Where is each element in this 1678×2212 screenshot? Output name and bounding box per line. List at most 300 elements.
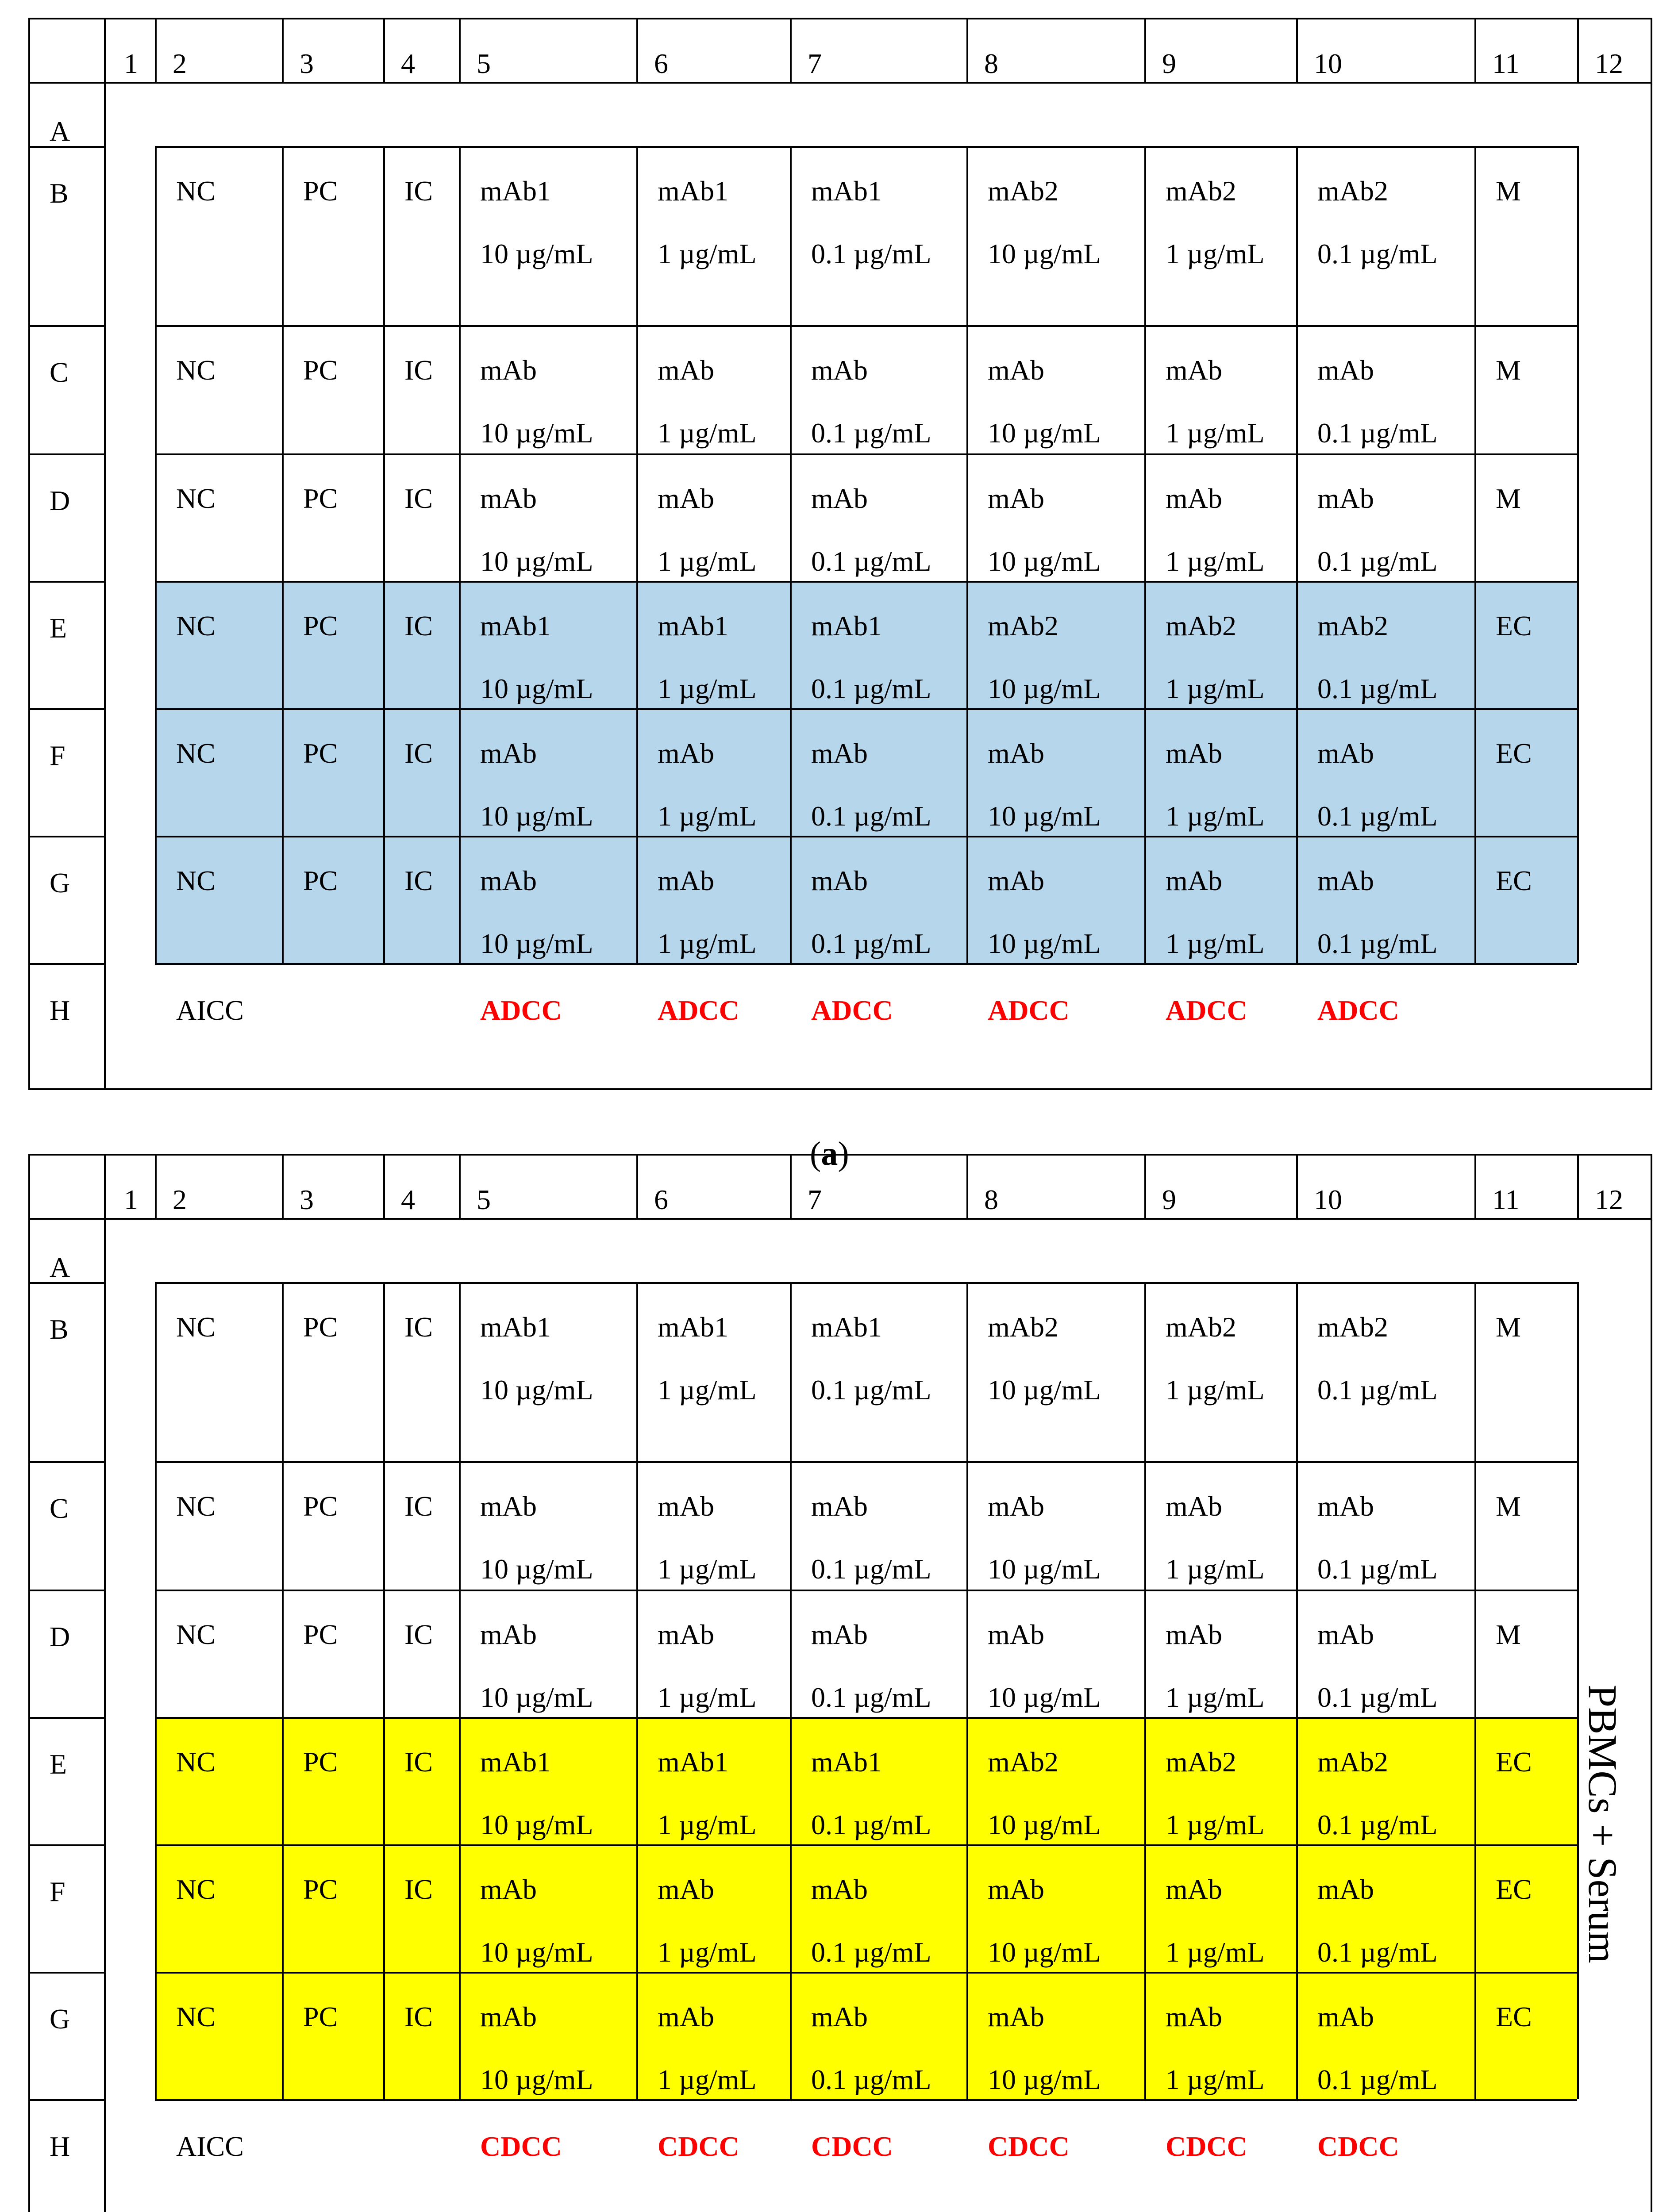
well-concentration: 0.1 µg/mL: [811, 2064, 931, 2095]
well-concentration: 0.1 µg/mL: [811, 1682, 931, 1713]
well-label: mAb: [658, 2001, 714, 2032]
well-concentration: 10 µg/mL: [480, 1374, 593, 1406]
well-label: mAb1: [480, 1746, 551, 1778]
column-number: 4: [401, 48, 415, 79]
well-concentration: 10 µg/mL: [480, 238, 593, 269]
well-concentration: 0.1 µg/mL: [1317, 2064, 1438, 2095]
column-number: 6: [654, 1184, 668, 1215]
row-label-line: [28, 325, 104, 327]
well-row-line: [155, 1717, 1577, 1719]
well-label: NC: [176, 1619, 216, 1650]
well-label: PC: [303, 1490, 338, 1522]
well-label: IC: [404, 865, 433, 896]
well-concentration: 0.1 µg/mL: [1317, 800, 1438, 832]
well-label: PC: [303, 175, 338, 207]
well-label: mAb2: [1317, 1746, 1388, 1778]
header-col-divider: [966, 18, 968, 82]
well-row-line: [155, 1844, 1577, 1846]
header-col-divider: [636, 1154, 638, 1218]
well-concentration: 0.1 µg/mL: [1317, 1374, 1438, 1406]
well-label: M: [1496, 1490, 1521, 1522]
well-label: mAb: [480, 483, 537, 514]
row-letter: G: [50, 2003, 70, 2035]
well-concentration: 1 µg/mL: [1166, 545, 1265, 577]
row-label-line: [28, 1972, 104, 1974]
assay-label: ADCC: [1166, 995, 1247, 1026]
well-row-line: [155, 1282, 1577, 1284]
well-label: mAb1: [811, 1311, 882, 1343]
well-concentration: 1 µg/mL: [1166, 1809, 1265, 1840]
well-concentration: 10 µg/mL: [988, 1374, 1101, 1406]
well-col-line: [1577, 146, 1579, 963]
assay-label: CDCC: [658, 2131, 739, 2162]
well-row-line: [155, 2099, 1577, 2101]
well-label: M: [1496, 1619, 1521, 1650]
well-label: mAb: [811, 1619, 868, 1650]
well-concentration: 1 µg/mL: [1166, 417, 1265, 449]
well-label: mAb1: [658, 1311, 728, 1343]
well-concentration: 0.1 µg/mL: [1317, 928, 1438, 959]
header-col-divider: [1296, 1154, 1298, 1218]
header-divider: [28, 82, 1652, 84]
well-label: EC: [1496, 1874, 1532, 1905]
header-col-divider: [383, 1154, 385, 1218]
well-label: mAb1: [480, 1311, 551, 1343]
well-concentration: 0.1 µg/mL: [1317, 1936, 1438, 1968]
row-letter: C: [50, 1493, 69, 1524]
well-label: mAb: [658, 1619, 714, 1650]
well-row-line: [155, 1972, 1577, 1974]
row-label-line: [28, 453, 104, 455]
well-label: PC: [303, 2001, 338, 2032]
well-label: mAb: [1317, 354, 1374, 386]
side-label: PBMCs + Serum: [1580, 1685, 1625, 1963]
well-concentration: 10 µg/mL: [988, 928, 1101, 959]
row-letter: E: [50, 1748, 67, 1780]
well-concentration: 0.1 µg/mL: [1317, 545, 1438, 577]
column-number: 7: [808, 1184, 822, 1215]
well-label: mAb: [1166, 1874, 1222, 1905]
well-concentration: 1 µg/mL: [658, 1374, 757, 1406]
well-label: PC: [303, 737, 338, 769]
well-label: mAb: [480, 865, 537, 896]
well-concentration: 10 µg/mL: [480, 417, 593, 449]
well-concentration: 1 µg/mL: [1166, 238, 1265, 269]
well-concentration: 0.1 µg/mL: [811, 545, 931, 577]
panel-caption: (a): [810, 1135, 849, 1172]
well-label: mAb2: [988, 175, 1058, 207]
well-label: mAb1: [480, 610, 551, 641]
well-concentration: 10 µg/mL: [480, 545, 593, 577]
well-label: EC: [1496, 865, 1532, 896]
well-concentration: 1 µg/mL: [658, 1682, 757, 1713]
column-number: 3: [300, 48, 314, 79]
well-col-line: [1577, 1282, 1579, 2099]
well-label: PC: [303, 1874, 338, 1905]
well-label: mAb: [811, 483, 868, 514]
well-label: IC: [404, 610, 433, 641]
well-label: IC: [404, 2001, 433, 2032]
well-label: EC: [1496, 1746, 1532, 1778]
well-concentration: 0.1 µg/mL: [1317, 673, 1438, 704]
row-label-line: [28, 1590, 104, 1591]
well-col-line: [790, 146, 792, 963]
well-col-line: [1144, 1282, 1146, 2099]
well-concentration: 1 µg/mL: [658, 545, 757, 577]
well-col-line: [155, 1282, 157, 2099]
header-col-divider: [1474, 1154, 1476, 1218]
well-label: mAb: [988, 1490, 1044, 1522]
well-label: mAb: [811, 865, 868, 896]
column-number: 2: [173, 48, 187, 79]
assay-label: ADCC: [1317, 995, 1399, 1026]
row-label-line: [28, 1844, 104, 1846]
row-label-line: [28, 2099, 104, 2101]
well-concentration: 10 µg/mL: [988, 238, 1101, 269]
well-col-line: [966, 1282, 968, 2099]
well-label: mAb1: [658, 175, 728, 207]
header-col-divider: [459, 1154, 461, 1218]
well-concentration: 10 µg/mL: [480, 2064, 593, 2095]
column-number: 10: [1314, 48, 1342, 79]
well-col-line: [459, 1282, 461, 2099]
well-row-line: [155, 581, 1577, 583]
well-concentration: 0.1 µg/mL: [811, 417, 931, 449]
column-number: 2: [173, 1184, 187, 1215]
well-label: PC: [303, 1619, 338, 1650]
well-concentration: 0.1 µg/mL: [1317, 1553, 1438, 1585]
well-label: NC: [176, 1874, 216, 1905]
well-concentration: 1 µg/mL: [1166, 1374, 1265, 1406]
well-label: mAb: [480, 737, 537, 769]
well-label: mAb: [658, 354, 714, 386]
well-col-line: [1296, 146, 1298, 963]
row-label-line: [28, 581, 104, 583]
assay-label: CDCC: [1317, 2131, 1399, 2162]
row-letter: D: [50, 1621, 70, 1652]
row-label-divider: [104, 18, 106, 1090]
row-label-line: [28, 1461, 104, 1463]
well-label: mAb: [988, 2001, 1044, 2032]
well-label: NC: [176, 2001, 216, 2032]
well-label: mAb: [811, 1874, 868, 1905]
well-label: mAb: [1317, 2001, 1374, 2032]
well-label: mAb: [1166, 865, 1222, 896]
well-label: NC: [176, 354, 216, 386]
row-letter: B: [50, 177, 69, 209]
well-label: mAb: [1166, 354, 1222, 386]
well-label: mAb: [1317, 483, 1374, 514]
row-letter: F: [50, 1876, 65, 1907]
well-label: IC: [404, 1874, 433, 1905]
well-label: NC: [176, 1746, 216, 1778]
well-concentration: 1 µg/mL: [658, 928, 757, 959]
well-concentration: 0.1 µg/mL: [1317, 417, 1438, 449]
row-letter: C: [50, 357, 69, 388]
well-label: mAb: [988, 483, 1044, 514]
well-label: mAb1: [811, 1746, 882, 1778]
well-label: NC: [176, 1490, 216, 1522]
well-label: IC: [404, 1490, 433, 1522]
well-concentration: 0.1 µg/mL: [811, 1374, 931, 1406]
column-number: 9: [1162, 1184, 1176, 1215]
well-row-line: [155, 453, 1577, 455]
well-label: mAb: [1166, 1490, 1222, 1522]
well-concentration: 1 µg/mL: [1166, 1682, 1265, 1713]
column-number: 7: [808, 48, 822, 79]
well-label: M: [1496, 483, 1521, 514]
well-label: mAb2: [1166, 1311, 1236, 1343]
well-concentration: 1 µg/mL: [658, 1936, 757, 1968]
well-label: M: [1496, 175, 1521, 207]
well-concentration: 10 µg/mL: [988, 1809, 1101, 1840]
well-concentration: 10 µg/mL: [480, 673, 593, 704]
well-concentration: 10 µg/mL: [988, 417, 1101, 449]
well-label: mAb: [658, 737, 714, 769]
column-number: 12: [1595, 1184, 1623, 1215]
well-label: NC: [176, 737, 216, 769]
assay-label: CDCC: [988, 2131, 1070, 2162]
assay-label: CDCC: [480, 2131, 562, 2162]
well-col-line: [282, 146, 284, 963]
well-label: mAb2: [1166, 610, 1236, 641]
column-number: 11: [1492, 48, 1520, 79]
well-label: mAb: [988, 1619, 1044, 1650]
well-label: M: [1496, 1311, 1521, 1343]
well-label: mAb: [658, 865, 714, 896]
well-concentration: 10 µg/mL: [480, 800, 593, 832]
assay-label: ADCC: [658, 995, 739, 1026]
header-divider: [28, 1218, 1652, 1220]
assay-label: CDCC: [811, 2131, 893, 2162]
column-number: 6: [654, 48, 668, 79]
row-letter: H: [50, 2131, 70, 2162]
header-col-divider: [155, 18, 157, 82]
column-number: 1: [124, 48, 138, 79]
well-label: PC: [303, 354, 338, 386]
well-label: NC: [176, 610, 216, 641]
well-col-line: [1474, 146, 1476, 963]
header-col-divider: [1144, 18, 1146, 82]
well-concentration: 10 µg/mL: [988, 545, 1101, 577]
well-label: M: [1496, 354, 1521, 386]
well-concentration: 0.1 µg/mL: [811, 928, 931, 959]
well-concentration: 10 µg/mL: [480, 928, 593, 959]
well-label: NC: [176, 1311, 216, 1343]
well-label: mAb2: [988, 610, 1058, 641]
well-label: mAb: [1317, 865, 1374, 896]
header-col-divider: [155, 1154, 157, 1218]
header-col-divider: [1577, 1154, 1579, 1218]
well-label: mAb: [658, 1874, 714, 1905]
well-label: mAb: [1317, 1619, 1374, 1650]
row-letter: E: [50, 612, 67, 644]
well-label: NC: [176, 865, 216, 896]
row-letter: A: [50, 1252, 70, 1283]
row-letter: B: [50, 1313, 69, 1345]
well-label: mAb: [480, 2001, 537, 2032]
row-label-divider: [104, 1154, 106, 2212]
well-label: mAb1: [658, 610, 728, 641]
well-concentration: 0.1 µg/mL: [811, 238, 931, 269]
well-label: mAb2: [1317, 175, 1388, 207]
well-label: mAb2: [1317, 610, 1388, 641]
well-label: EC: [1496, 737, 1532, 769]
well-label: mAb2: [988, 1311, 1058, 1343]
well-concentration: 1 µg/mL: [658, 800, 757, 832]
assay-label: ADCC: [988, 995, 1070, 1026]
well-row-line: [155, 708, 1577, 710]
column-number: 11: [1492, 1184, 1520, 1215]
well-label: mAb: [988, 354, 1044, 386]
header-col-divider: [282, 1154, 284, 1218]
well-concentration: 10 µg/mL: [988, 800, 1101, 832]
header-col-divider: [1474, 18, 1476, 82]
header-col-divider: [282, 18, 284, 82]
well-label: PC: [303, 483, 338, 514]
well-row-line: [155, 325, 1577, 327]
well-label: mAb1: [480, 175, 551, 207]
well-col-line: [383, 1282, 385, 2099]
well-concentration: 1 µg/mL: [1166, 800, 1265, 832]
well-label: mAb: [1166, 737, 1222, 769]
well-concentration: 1 µg/mL: [1166, 2064, 1265, 2095]
well-label: mAb: [1166, 1619, 1222, 1650]
row-letter: H: [50, 995, 70, 1026]
panel-caption-letter: a: [821, 1135, 838, 1172]
well-col-line: [966, 146, 968, 963]
header-col-divider: [459, 18, 461, 82]
well-label: EC: [1496, 2001, 1532, 2032]
well-concentration: 0.1 µg/mL: [811, 800, 931, 832]
aicc-label: AICC: [176, 2131, 244, 2162]
well-label: mAb: [480, 354, 537, 386]
well-label: IC: [404, 175, 433, 207]
well-label: IC: [404, 737, 433, 769]
well-col-line: [155, 146, 157, 963]
well-concentration: 10 µg/mL: [988, 1936, 1101, 1968]
well-col-line: [636, 146, 638, 963]
well-concentration: 1 µg/mL: [658, 1809, 757, 1840]
well-concentration: 1 µg/mL: [658, 238, 757, 269]
well-label: mAb1: [658, 1746, 728, 1778]
well-label: mAb: [1166, 2001, 1222, 2032]
well-label: NC: [176, 483, 216, 514]
row-label-line: [28, 1717, 104, 1719]
well-label: PC: [303, 610, 338, 641]
row-label-line: [28, 708, 104, 710]
well-col-line: [282, 1282, 284, 2099]
well-label: mAb1: [811, 610, 882, 641]
well-label: mAb: [480, 1490, 537, 1522]
header-col-divider: [1296, 18, 1298, 82]
header-col-divider: [790, 1154, 792, 1218]
well-concentration: 1 µg/mL: [1166, 1936, 1265, 1968]
well-label: mAb: [1317, 1490, 1374, 1522]
column-number: 10: [1314, 1184, 1342, 1215]
well-concentration: 0.1 µg/mL: [1317, 1682, 1438, 1713]
header-col-divider: [383, 18, 385, 82]
well-concentration: 10 µg/mL: [480, 1553, 593, 1585]
well-label: mAb: [811, 737, 868, 769]
header-col-divider: [636, 18, 638, 82]
well-label: mAb: [1317, 1874, 1374, 1905]
header-col-divider: [790, 18, 792, 82]
aicc-label: AICC: [176, 995, 244, 1026]
well-label: mAb: [988, 865, 1044, 896]
well-col-line: [1296, 1282, 1298, 2099]
well-label: IC: [404, 354, 433, 386]
well-label: mAb: [1166, 483, 1222, 514]
well-label: IC: [404, 1746, 433, 1778]
well-concentration: 0.1 µg/mL: [1317, 238, 1438, 269]
well-concentration: 0.1 µg/mL: [811, 1809, 931, 1840]
well-concentration: 10 µg/mL: [480, 1682, 593, 1713]
column-number: 5: [477, 1184, 491, 1215]
well-label: mAb2: [1166, 175, 1236, 207]
column-number: 8: [984, 1184, 998, 1215]
assay-label: ADCC: [480, 995, 562, 1026]
well-concentration: 1 µg/mL: [1166, 673, 1265, 704]
well-concentration: 10 µg/mL: [480, 1936, 593, 1968]
well-col-line: [636, 1282, 638, 2099]
column-number: 4: [401, 1184, 415, 1215]
well-label: IC: [404, 1311, 433, 1343]
well-label: mAb: [480, 1619, 537, 1650]
well-label: IC: [404, 1619, 433, 1650]
well-label: mAb: [988, 737, 1044, 769]
well-label: mAb: [658, 1490, 714, 1522]
row-label-line: [28, 836, 104, 837]
well-label: mAb: [1317, 737, 1374, 769]
well-concentration: 1 µg/mL: [658, 673, 757, 704]
row-letter: D: [50, 485, 70, 516]
well-concentration: 1 µg/mL: [658, 417, 757, 449]
well-concentration: 0.1 µg/mL: [811, 1553, 931, 1585]
well-concentration: 1 µg/mL: [1166, 1553, 1265, 1585]
well-concentration: 0.1 µg/mL: [1317, 1809, 1438, 1840]
well-concentration: 1 µg/mL: [658, 1553, 757, 1585]
column-number: 1: [124, 1184, 138, 1215]
well-label: mAb: [988, 1874, 1044, 1905]
well-label: IC: [404, 483, 433, 514]
well-label: mAb2: [988, 1746, 1058, 1778]
well-label: NC: [176, 175, 216, 207]
well-row-line: [155, 146, 1577, 148]
well-row-line: [155, 1461, 1577, 1463]
assay-label: ADCC: [811, 995, 893, 1026]
well-label: EC: [1496, 610, 1532, 641]
well-concentration: 0.1 µg/mL: [811, 673, 931, 704]
row-label-line: [28, 963, 104, 965]
row-letter: G: [50, 867, 70, 899]
well-row-line: [155, 1590, 1577, 1591]
header-col-divider: [966, 1154, 968, 1218]
header-col-divider: [1577, 18, 1579, 82]
well-row-line: [155, 963, 1577, 965]
row-letter: F: [50, 740, 65, 771]
well-concentration: 1 µg/mL: [1166, 928, 1265, 959]
well-label: mAb: [480, 1874, 537, 1905]
well-concentration: 0.1 µg/mL: [811, 1936, 931, 1968]
column-number: 8: [984, 48, 998, 79]
well-label: mAb: [811, 2001, 868, 2032]
well-label: mAb: [811, 354, 868, 386]
column-number: 12: [1595, 48, 1623, 79]
well-label: mAb2: [1166, 1746, 1236, 1778]
well-concentration: 10 µg/mL: [988, 673, 1101, 704]
row-letter: A: [50, 115, 70, 147]
